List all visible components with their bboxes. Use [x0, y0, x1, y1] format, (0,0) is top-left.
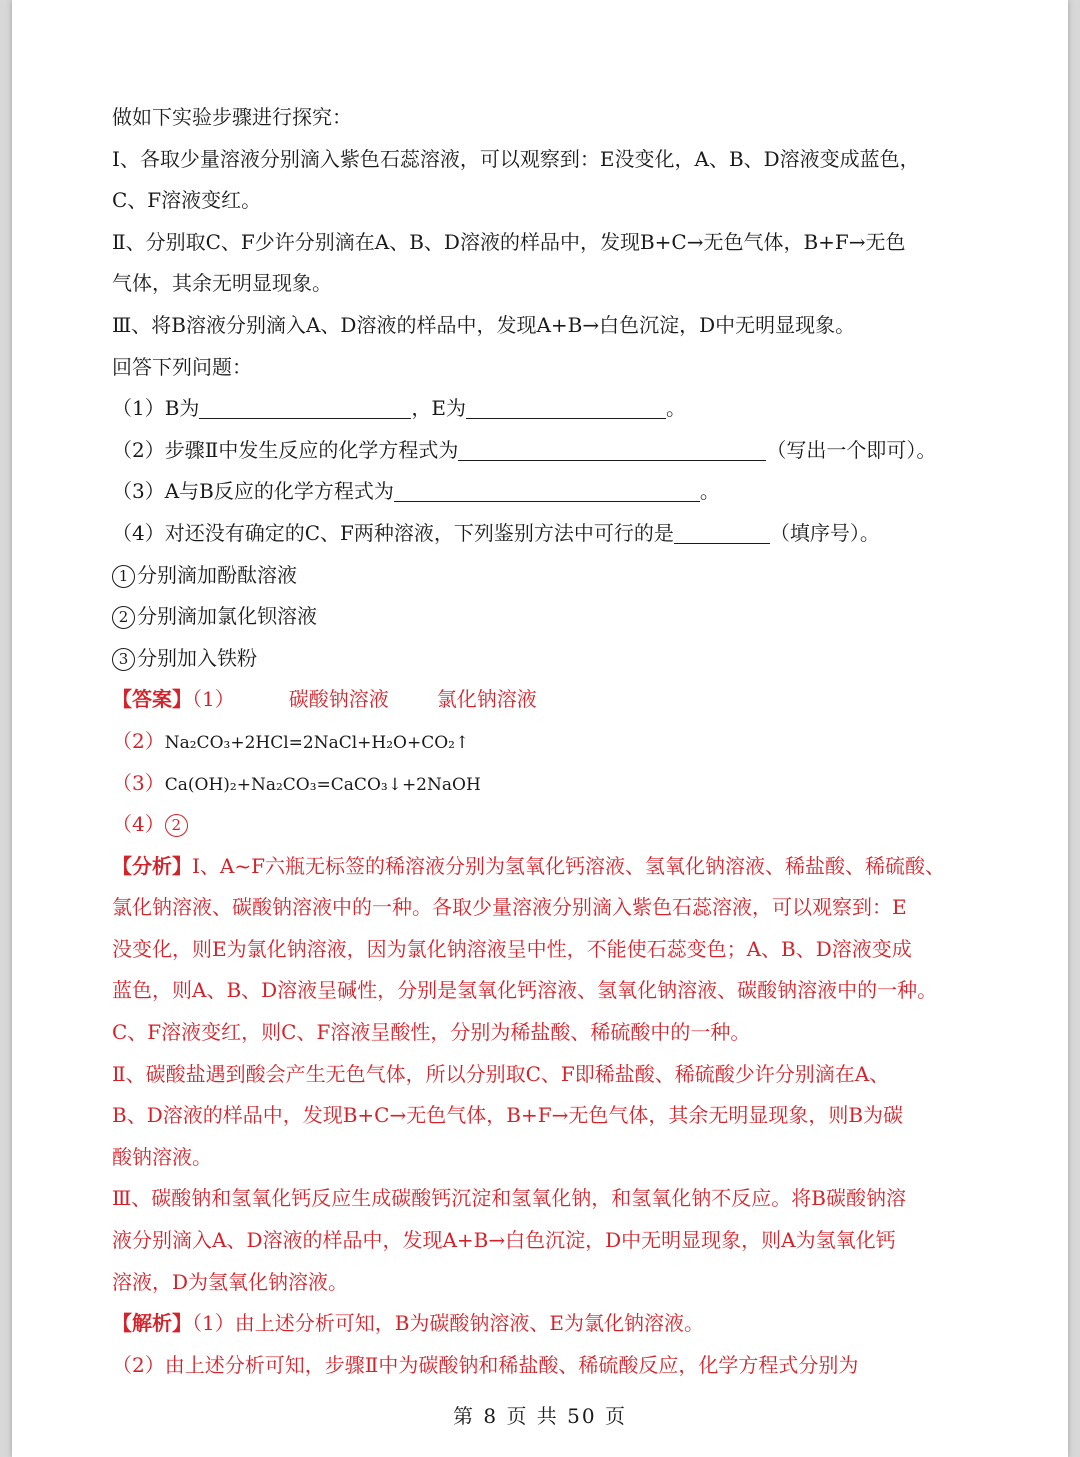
analysis-line5: C、F溶液变红，则C、F溶液呈酸性，分别为稀盐酸、稀硫酸中的一种。 [112, 1020, 751, 1045]
question-4 [112, 513, 992, 555]
q1-text-e: ，E为 [411, 396, 467, 421]
q1-blank-b[interactable] [199, 392, 411, 419]
analysis-line2: 氯化钠溶液、碳酸钠溶液中的一种。各取少量溶液分别滴入紫色石蕊溶液，可以观察到：E [112, 895, 907, 920]
analysis-line7: B、D溶液的样品中，发现B+C→无色气体，B+F→无色气体，其余无明显现象，则B为碳 [112, 1103, 904, 1128]
question-3 [112, 471, 992, 513]
q3-end: 。 [699, 479, 720, 504]
step1-line2: C、F溶液变红。 [112, 188, 262, 213]
option-1-text: 分别滴加酚酞溶液 [137, 562, 297, 587]
question-prompt: 回答下列问题： [112, 354, 252, 379]
analysis-line1 [112, 846, 992, 888]
answer-3-equation: Ca(OH)₂+Na₂CO₃=CaCO₃↓+2NaOH [164, 774, 481, 795]
question-2 [112, 430, 992, 472]
answer-1-e: 氯化钠溶液 [436, 687, 537, 712]
q1-text-b: （1）B为 [112, 396, 200, 421]
analysis-line8: 酸钠溶液。 [112, 1144, 212, 1169]
answer-label: 【答案】 [112, 687, 192, 712]
answer-2-number: （2） [112, 728, 165, 753]
answer-1 [112, 679, 992, 721]
page-footer: 第 8 页 共 50 页 [453, 1404, 627, 1428]
q1-blank-e[interactable] [466, 392, 666, 419]
solution-text-1: （1）由上述分析可知，B为碳酸钠溶液、E为氯化钠溶液。 [192, 1311, 705, 1336]
solution-line2: （2）由上述分析可知，步骤Ⅱ中为碳酸钠和稀盐酸、稀硫酸反应，化学方程式分别为 [112, 1352, 859, 1377]
q3-text: （3）A与B反应的化学方程式为 [112, 479, 394, 504]
answer-3 [112, 763, 992, 805]
q4-blank[interactable] [674, 517, 770, 544]
option-3 [112, 638, 992, 680]
answer-1-b: 碳酸钠溶液 [288, 687, 389, 712]
answer-4 [112, 804, 992, 846]
analysis-line10: 液分别滴入A、D溶液的样品中，发现A+B→白色沉淀，D中无明显现象，则A为氢氧化钙 [112, 1228, 896, 1253]
answer-2 [112, 721, 992, 763]
step1-line1: I、各取少量溶液分别滴入紫色石蕊溶液，可以观察到：E没变化，A、B、D溶液变成蓝色， [112, 146, 920, 171]
q2-blank[interactable] [458, 434, 766, 461]
answer-2-equation: Na₂CO₃+2HCl=2NaCl+H₂O+CO₂↑ [164, 732, 470, 753]
analysis-line11: 溶液，D为氢氧化钠溶液。 [112, 1269, 349, 1294]
q2-note: （写出一个即可）。 [766, 437, 937, 462]
option-3-number: 3 [112, 648, 135, 671]
page-content [112, 97, 992, 1386]
analysis-line9: Ⅲ、碳酸钠和氢氧化钙反应生成碳酸钙沉淀和氢氧化钠，和氢氧化钠不反应。将B碳酸钠溶 [112, 1186, 906, 1211]
step2-line1: Ⅱ、分别取C、F少许分别滴在A、B、D溶液的样品中，发现B+C→无色气体，B+F→无色 [112, 229, 906, 254]
step3-line: Ⅲ、将B溶液分别滴入A、D溶液的样品中，发现A+B→白色沉淀，D中无明显现象。 [112, 312, 856, 337]
option-2-number: 2 [112, 606, 135, 629]
analysis-line3: 没变化，则E为氯化钠溶液，因为氯化钠溶液呈中性，不能使石蕊变色；A、B、D溶液变成 [112, 936, 912, 961]
option-2 [112, 596, 992, 638]
solution-label: 【解析】 [112, 1311, 192, 1336]
answer-4-value: 2 [165, 814, 188, 837]
answer-3-number: （3） [112, 770, 165, 795]
q1-end: 。 [666, 396, 687, 421]
solution-line1 [112, 1303, 992, 1345]
option-1-number: 1 [112, 565, 135, 588]
question-1 [112, 388, 992, 430]
option-2-text: 分别滴加氯化钡溶液 [137, 604, 317, 629]
step2-line2: 气体，其余无明显现象。 [112, 271, 332, 296]
q3-blank[interactable] [394, 475, 700, 502]
analysis-label: 【分析】 [112, 853, 192, 878]
q4-note: （填序号）。 [769, 520, 880, 545]
q4-text: （4）对还没有确定的C、F两种溶液，下列鉴别方法中可行的是 [112, 520, 674, 545]
q2-text: （2）步骤Ⅱ中发生反应的化学方程式为 [112, 437, 459, 462]
analysis-line4: 蓝色，则A、B、D溶液呈碱性，分别是氢氧化钙溶液、氢氧化钠溶液、碳酸钠溶液中的一种。 [112, 978, 938, 1003]
answer-1-number: （1） [192, 687, 235, 712]
analysis-text-1: I、A~F六瓶无标签的稀溶液分别为氢氧化钙溶液、氢氧化钠溶液、稀盐酸、稀硫酸、 [192, 853, 945, 878]
answer-4-number: （4） [112, 812, 165, 837]
question-intro: 做如下实验步骤进行探究： [112, 105, 352, 129]
option-1 [112, 555, 992, 597]
option-3-text: 分别加入铁粉 [137, 645, 257, 670]
document-page [12, 0, 1068, 1457]
analysis-line6: Ⅱ、碳酸盐遇到酸会产生无色气体，所以分别取C、F即稀盐酸、稀硫酸少许分别滴在A、 [112, 1061, 890, 1086]
